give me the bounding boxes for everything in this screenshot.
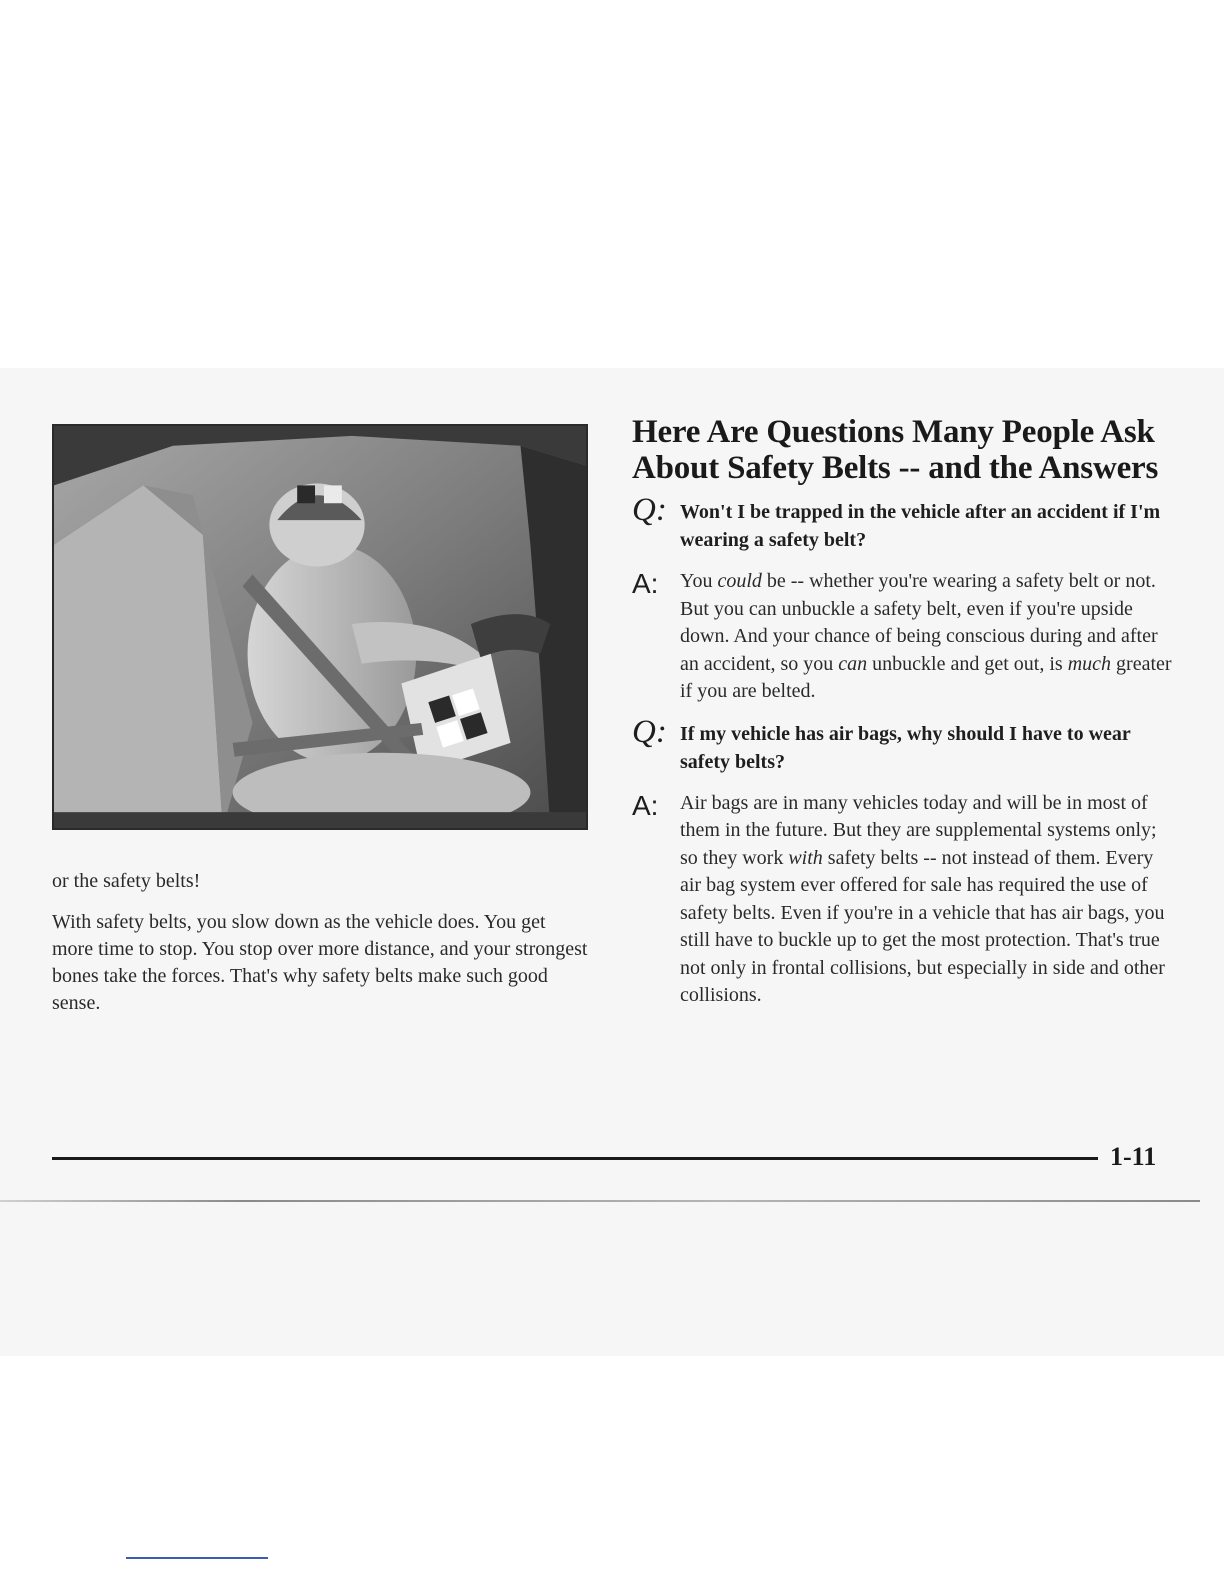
answer-2-text: [680, 790, 1177, 1010]
answer-marker: A:: [632, 568, 659, 599]
heading-line-1: Here Are Questions Many People Ask: [632, 414, 1155, 450]
answer-1-emphasis-2: can: [838, 652, 868, 675]
left-column-text: [52, 868, 588, 1031]
answer-1-part-4: greater if you are belted.: [680, 652, 1172, 702]
footer-rule: [52, 1157, 1098, 1160]
photo-caption: or the safety belts!: [52, 870, 201, 892]
left-paragraph: With safety belts, you slow down as the vehicle does. You get more time to stop. You stop over more distance, and your strongest bones take the forces. That's why safety belts make such good sense.: [52, 911, 588, 1014]
link-underline: [126, 1557, 268, 1559]
heading-line-2: About Safety Belts -- and the Answers: [632, 450, 1159, 486]
crash-test-dummy-photo: [52, 424, 588, 830]
qa-section: [632, 414, 1177, 1024]
question-2-text: If my vehicle has air bags, why should I have to wear safety belts?: [680, 722, 1131, 773]
answer-1: [632, 568, 1177, 706]
question-1: [632, 492, 1177, 554]
answer-1-part-3: unbuckle and get out, is: [867, 652, 1068, 675]
question-marker: Q:: [632, 713, 667, 750]
answer-2: [632, 790, 1177, 1010]
answer-marker: A:: [632, 789, 659, 821]
answer-1-text: [680, 568, 1177, 706]
question-1-text: Won't I be trapped in the vehicle after an accident if I'm wearing a safety belt?: [680, 501, 1161, 551]
answer-2-part-1: Air bags are in many vehicles today and will be in most of them in the future. But they are supplemental systems only; so they work: [680, 791, 1157, 869]
section-heading: [632, 414, 1177, 486]
page-number: 1-11: [1110, 1142, 1157, 1171]
answer-1-emphasis-3: much: [1067, 652, 1112, 675]
question-marker: Q:: [632, 492, 667, 528]
answer-1-part-2: be -- whether you're wearing a safety belt or not. But you can unbuckle a safety belt, even if you're upside down. And your chance of being conscious during and after an accident, so you: [680, 570, 1158, 675]
page-edge-line: [0, 1200, 1200, 1202]
answer-2-emphasis-1: with: [788, 846, 823, 869]
answer-1-part-1: You: [680, 570, 718, 592]
answer-2-part-2: safety belts -- not instead of them. Every air bag system ever offered for sale has required the use of safety belts. Even if you're in a vehicle that has air bags, you still have to buckle up to get the most protection. That's true not only in frontal collisions, but especially in side and other collisions.: [680, 846, 1165, 1006]
question-2: [632, 713, 1177, 776]
answer-1-emphasis-1: could: [717, 570, 762, 592]
crash-test-illustration: [54, 426, 586, 828]
